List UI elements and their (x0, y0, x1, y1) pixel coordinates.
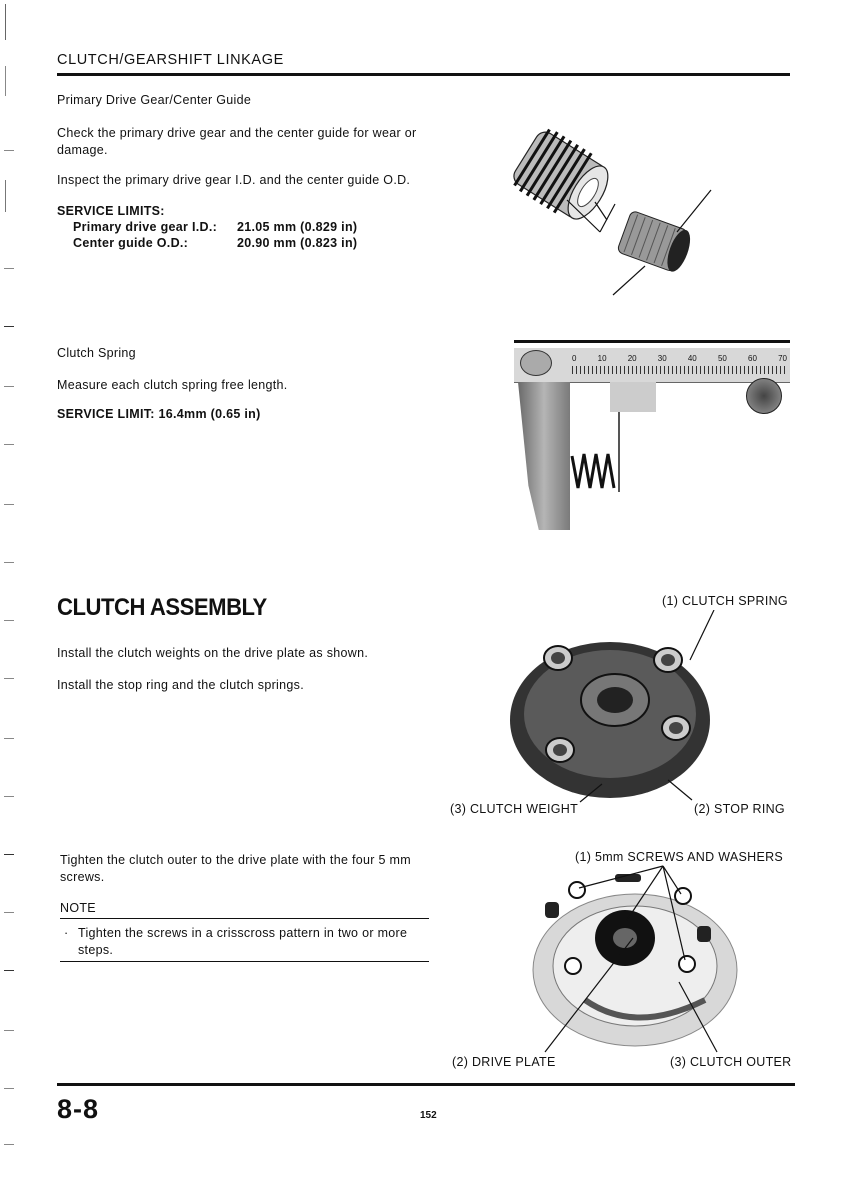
callout-screws: (1) 5mm SCREWS AND WASHERS (575, 850, 784, 864)
primary-drive-heading: Primary Drive Gear/Center Guide (57, 93, 252, 107)
note-bullet: · (64, 926, 69, 940)
limit-guide-value: 20.90 mm (0.823 in) (237, 236, 358, 250)
primary-drive-para1: Check the primary drive gear and the center guide for wear or damage. (57, 126, 417, 157)
note-item: Tighten the screws in a crisscross pattern in two or more steps. (78, 926, 408, 957)
clutch-spring-heading: Clutch Spring (57, 346, 136, 360)
scale-number: 30 (657, 354, 667, 363)
service-limits-title: SERVICE LIMITS: (57, 204, 165, 218)
limit-gear-label: Primary drive gear I.D.: (73, 220, 218, 234)
outer-para: Tighten the clutch outer to the drive plate with the four 5 mm screws. (60, 853, 411, 884)
scale-number: 10 (597, 354, 607, 363)
clutch-spring-limit: SERVICE LIMIT: 16.4mm (0.65 in) (57, 407, 261, 421)
assembly-para1: Install the clutch weights on the drive plate as shown. (57, 646, 369, 660)
assembly-title: CLUTCH ASSEMBLY (57, 594, 267, 621)
clutch-outer-illustration (515, 860, 745, 1055)
scale-number: 0 (572, 354, 577, 363)
callout-clutch-weight: (3) CLUTCH WEIGHT (450, 802, 579, 816)
callout-stop-ring: (2) STOP RING (694, 802, 785, 816)
binding-edge-marks (0, 0, 20, 1200)
caliper-jaw (518, 382, 570, 530)
caliper-scale-ticks (572, 366, 787, 374)
scale-number: 20 (627, 354, 637, 363)
scale-number: 60 (748, 354, 757, 363)
spring-shape (570, 448, 618, 494)
caliper-knob (746, 378, 782, 414)
page-number: 152 (420, 1110, 437, 1121)
caliper-photo (514, 340, 790, 530)
clutch-drive-plate-illustration (500, 610, 740, 810)
callout-clutch-outer: (3) CLUTCH OUTER (670, 1055, 792, 1069)
limit-guide-label: Center guide O.D.: (73, 236, 189, 250)
page-label: 8-8 (57, 1094, 100, 1124)
footer-rule (57, 1083, 795, 1086)
section-title: CLUTCH/GEARSHIFT LINKAGE (57, 52, 284, 68)
limit-gear-value: 21.05 mm (0.829 in) (237, 220, 358, 234)
note-title: NOTE (60, 901, 96, 915)
scale-number: 70 (778, 354, 787, 363)
primary-drive-para2: Inspect the primary drive gear I.D. and the center guide O.D. (57, 173, 411, 187)
header-rule (57, 73, 790, 76)
scale-number: 40 (687, 354, 697, 363)
note-rule-bottom (60, 961, 429, 962)
note-rule-top (60, 918, 429, 919)
callout-drive-plate: (2) DRIVE PLATE (452, 1055, 556, 1069)
clutch-spring-para: Measure each clutch spring free length. (57, 378, 288, 392)
primary-gear-illustration (505, 120, 735, 300)
callout-clutch-spring: (1) CLUTCH SPRING (662, 594, 788, 608)
caliper-scale-numbers (572, 354, 787, 366)
scale-number: 50 (717, 354, 727, 363)
assembly-para2: Install the stop ring and the clutch springs. (57, 678, 304, 692)
